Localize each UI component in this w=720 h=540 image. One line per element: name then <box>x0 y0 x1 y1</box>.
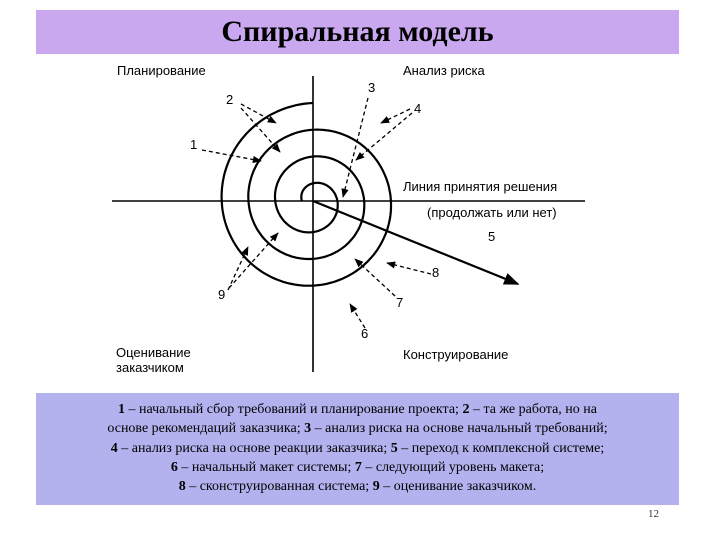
marker-3: 3 <box>368 80 376 95</box>
marker-6: 6 <box>361 326 369 341</box>
arrow-4a <box>381 109 410 123</box>
spiral-path <box>222 103 391 286</box>
quadrant-engineering: Конструирование <box>403 347 509 362</box>
caption-marker: 3 <box>304 421 312 437</box>
legend-caption <box>36 393 679 505</box>
marker-8: 8 <box>432 265 440 280</box>
caption-line <box>44 458 671 477</box>
arrow-6 <box>350 304 365 328</box>
caption-text: – анализ риска на основе начальный требований; <box>311 421 608 437</box>
caption-text: – следующий уровень макета; <box>361 459 545 475</box>
caption-marker: 1 <box>118 402 125 417</box>
decision-line-sublabel: (продолжать или нет) <box>427 205 557 220</box>
quadrant-evaluation-line2: заказчиком <box>116 360 184 375</box>
caption-text: – оценивание заказчиком. <box>379 479 537 495</box>
caption-line <box>44 439 671 458</box>
marker-7: 7 <box>396 295 404 310</box>
arrow-1 <box>202 150 261 161</box>
caption-text: – анализ риска на основе реакции заказчика; <box>117 440 391 456</box>
caption-line <box>44 400 671 419</box>
arrow-4b <box>356 113 412 160</box>
page-number: 12 <box>648 508 659 520</box>
caption-text: – начальный макет системы; <box>177 459 355 475</box>
quadrant-planning: Планирование <box>117 63 206 78</box>
marker-4: 4 <box>414 101 422 116</box>
caption-text: основе рекомендаций заказчика; <box>107 421 305 437</box>
caption-text: – начальный сбор требований и планирование проекта; <box>125 402 463 417</box>
caption-marker: 4 <box>110 440 118 456</box>
quadrant-risk-analysis: Анализ риска <box>403 63 485 78</box>
marker-5: 5 <box>488 229 496 244</box>
marker-2: 2 <box>226 92 234 107</box>
quadrant-evaluation-line1: Оценивание <box>116 345 191 360</box>
marker-1: 1 <box>190 137 198 152</box>
caption-marker: 6 <box>170 459 178 475</box>
caption-marker: 8 <box>178 479 186 495</box>
slide-title: Спиральная модель <box>221 15 494 48</box>
caption-lines <box>44 400 671 496</box>
caption-line <box>44 419 671 438</box>
arrow-9a <box>228 247 248 290</box>
decision-line-label: Линия принятия решения <box>403 179 558 194</box>
arrow-9b <box>229 233 278 288</box>
arrow-8 <box>387 263 431 274</box>
caption-text: – переход к комплексной системе; <box>397 440 605 456</box>
caption-marker: 2 <box>462 402 470 417</box>
caption-line <box>44 477 671 496</box>
caption-marker: 5 <box>390 440 398 456</box>
caption-marker: 7 <box>354 459 362 475</box>
caption-text: – сконструированная система; <box>185 479 373 495</box>
caption-marker: 9 <box>372 479 380 495</box>
marker-9: 9 <box>218 287 226 302</box>
arrow-7 <box>355 259 395 296</box>
caption-text: – та же работа, но на <box>469 402 597 417</box>
